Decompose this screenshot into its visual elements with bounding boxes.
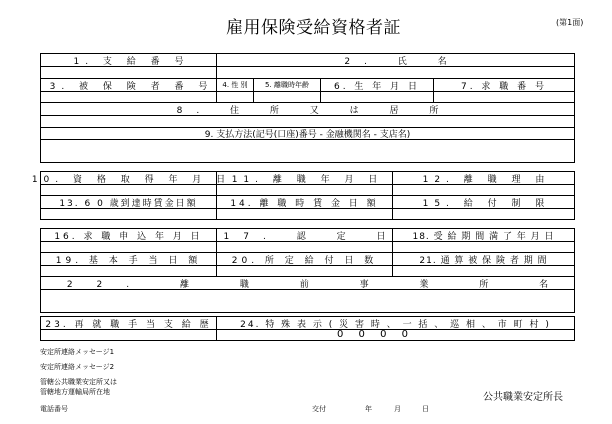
label-certification-day: 17. 認 定 日: [216, 228, 393, 242]
issued-label: 交付: [312, 405, 326, 413]
label-insured-number: 3. 被 保 険 者 番 号: [40, 78, 217, 92]
office-location-line-2: 管轄地方運輸局所在地: [40, 388, 110, 396]
label-total-insured-period: 21. 通 算 被 保 険 者 期 間: [392, 252, 575, 266]
label-address: 8. 住 所 又 は 居 所: [40, 102, 575, 116]
label-benefit-number: 1. 支 給 番 号: [40, 53, 217, 67]
value-payment-method: [40, 139, 575, 163]
issued-day-label: 日: [422, 405, 429, 413]
office-message-2: 安定所連絡メッセージ2: [40, 363, 115, 371]
value-benefit-restriction: [392, 208, 575, 220]
label-sex: 4. 性 別: [216, 78, 254, 92]
label-wage-at-60: 13. 6 0 歳到達時賃金日額: [40, 195, 217, 209]
document-title: 雇用保険受給資格者証: [226, 18, 401, 38]
label-benefit-period-end: 18. 受 給 期 間 満 了 年 月 日: [392, 228, 575, 242]
label-birth-date: 6. 生 年 月 日: [320, 78, 434, 92]
value-reemployment-allowance-history: [40, 329, 217, 341]
value-wage-at-60: [40, 208, 217, 220]
issued-month-label: 月: [394, 405, 401, 413]
office-message-1: 安定所連絡メッセージ1: [40, 348, 115, 356]
special-indication-code: 0 0 0 0: [337, 329, 414, 340]
label-special-indication: 24. 特 殊 表 示 ( 災 害 時 、 一 括 、 巡 相 、 市 町 村 ): [216, 316, 575, 330]
issued-year-label: 年: [365, 405, 372, 413]
label-job-seeker-number: 7. 求 職 番 号: [433, 78, 575, 92]
label-job-application-date: 16. 求 職 申 込 年 月 日: [40, 228, 217, 242]
label-separation-date: 11. 離 職 年 月 日: [216, 171, 393, 185]
label-qualification-date: 10. 資 格 取 得 年 月 日: [40, 171, 217, 185]
label-age-at-separation: 5. 離職時年齢: [253, 78, 321, 92]
label-reemployment-allowance-history: 23. 再 就 職 手 当 支 給 歴: [40, 316, 217, 330]
office-location-line-1: 管轄公共職業安定所又は: [40, 378, 117, 386]
label-wage-at-separation: 14. 離 職 時 賃 金 日 額: [216, 195, 393, 209]
office-director-name: 公共職業安定所長: [483, 392, 563, 403]
value-previous-employer: [40, 289, 575, 313]
label-name: 2. 氏 名: [216, 53, 575, 67]
label-previous-employer: 22. 離 職 前 事 業 所 名: [40, 276, 575, 290]
label-basic-allowance: 19. 基 本 手 当 日 額: [40, 252, 217, 266]
phone-number-label: 電話番号: [40, 405, 68, 413]
label-payment-method: 9. 支払方法(記号(口座)番号 - 金融機関名 - 支店名): [40, 127, 575, 140]
label-benefit-restriction: 15. 給 付 制 限: [392, 195, 575, 209]
page-number: (第1面): [556, 18, 584, 27]
label-separation-reason: 12. 離 職 理 由: [392, 171, 575, 185]
label-prescribed-days: 20. 所 定 給 付 日 数: [216, 252, 393, 266]
value-wage-at-separation: [216, 208, 393, 220]
